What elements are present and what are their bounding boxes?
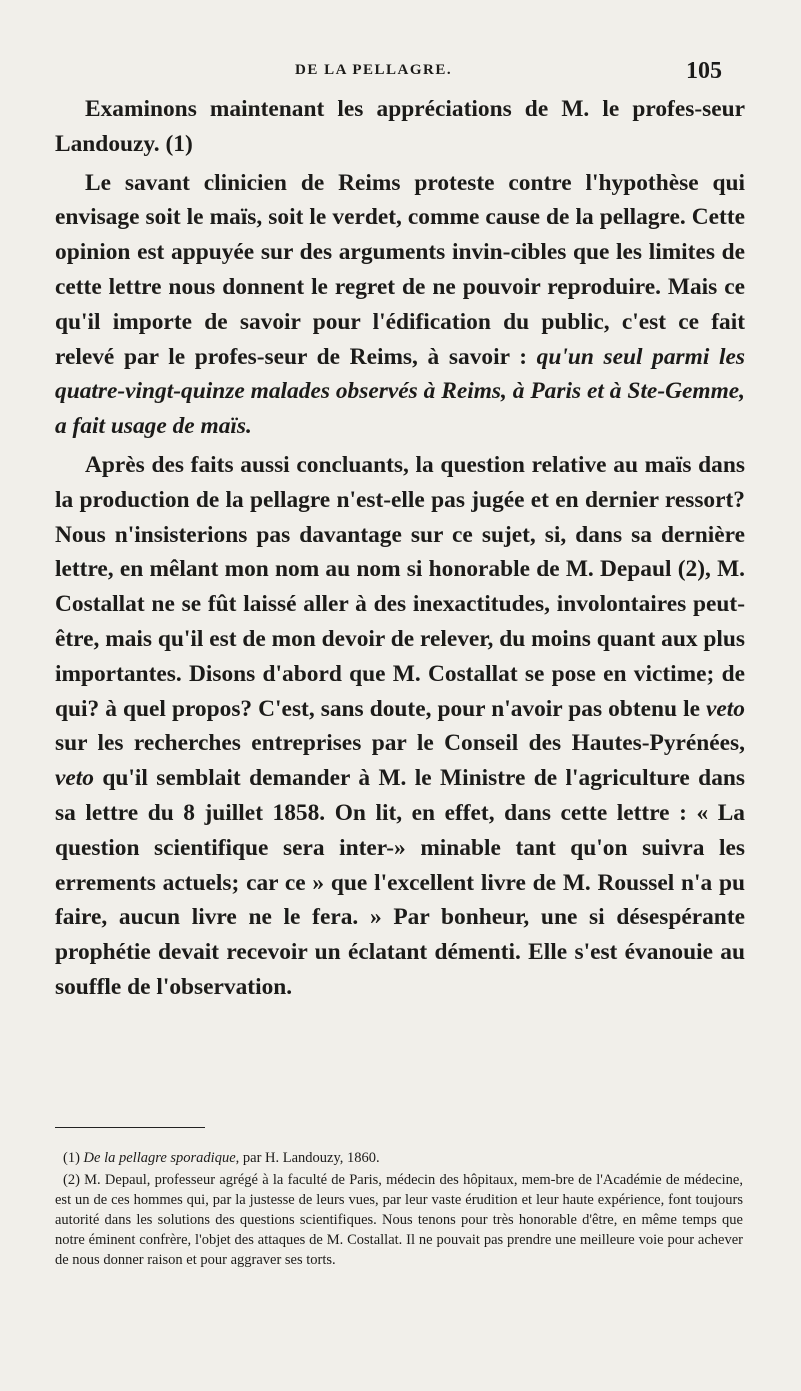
- paragraph-3-text-a: Après des faits aussi concluants, la question relative au maïs dans la production de la pellagre n'est-elle pas jugée et en dernier ressort? Nous n'insisterions pas davantage sur ce sujet, si, dans sa dernière lettre, en mêlant mon nom au nom si honorable de M. Depaul (2), M. Costallat ne se fût laissé aller à des inexactitudes, involontaires peut-être, mais qu'il est de mon devoir de relever, du moins quant aux plus importantes. Disons d'abord que M. Costallat se pose en victime; de qui? à quel propos? C'est, sans doute, pour n'avoir pas obtenu le: [55, 451, 745, 722]
- paragraph-3-veto-1: veto: [706, 695, 745, 722]
- footnote-1: [55, 1148, 743, 1168]
- footnote-2: [55, 1170, 743, 1270]
- paragraph-3-text-c: qu'il semblait demander à M. le Ministre de l'agriculture dans sa lettre du 8 juillet 1858. On lit, en effet, dans cette lettre : « La question scientifique sera inter-» minable tant qu'on suivra les errements actuels; car ce » que l'excellent livre de M. Roussel n'a pu faire, aucun livre ne le fera. » Par bonheur, une si désespérante prophétie devait recevoir un éclatant démenti. Elle s'est évanouie au souffle de l'observation.: [55, 765, 745, 1000]
- paragraph-2-italic-quote: qu'un seul parmi les quatre-vingt-quinze malades observés à Reims, à Paris et à Ste-Gemme, a fait usage de maïs.: [55, 343, 745, 440]
- running-title: DE LA PELLAGRE.: [295, 62, 453, 78]
- footnote-1-citation: , par H. Landouzy, 1860.: [235, 1150, 380, 1166]
- running-head: [0, 58, 801, 92]
- paragraph-2-text: Le savant clinicien de Reims proteste contre l'hypothèse qui envisage soit le maïs, soit le verdet, comme cause de la pellagre. Cette opinion est appuyée sur des arguments invin-cibles que les limites de cette lettre nous donnent le regret de ne pouvoir reproduire. Mais ce qu'il importe de savoir pour l'édification du public, c'est ce fait relevé par le profes-seur de Reims, à savoir :: [55, 169, 745, 370]
- footnotes: [55, 1148, 743, 1272]
- page-number: 105: [686, 58, 722, 84]
- footnote-1-number: (1): [63, 1150, 84, 1166]
- paragraph-3-veto-2: veto: [55, 765, 94, 792]
- footnote-2-text: (2) M. Depaul, professeur agrégé à la faculté de Paris, médecin des hôpitaux, mem-bre de l'Académie de médecine, est un de ces hommes qui, par la justesse de leurs vues, par leur vaste érudition et leur haute expérience, font toujours autorité dans les solutions des questions scientifiques. Nous tenons pour très honorable d'être, en même temps que notre éminent confrère, l'objet des attaques de M. Costallat. Il ne pouvait pas prendre une meilleure voie pour achever de nous donner raison et pour aggraver ses torts.: [55, 1172, 743, 1268]
- footnote-1-title: De la pellagre sporadique: [83, 1150, 236, 1166]
- footnote-separator-rule: [55, 1127, 205, 1128]
- body-text: [55, 92, 745, 1005]
- paragraph-3-text-b: sur les recherches entreprises par le Conseil des Hautes-Pyrénées,: [55, 730, 745, 757]
- paragraph-3: [55, 448, 745, 1005]
- paragraph-1: [55, 92, 745, 162]
- paragraph-2: [55, 166, 745, 444]
- paragraph-1-text: Examinons maintenant les appréciations de M. le profes-seur Landouzy. (1): [55, 96, 745, 157]
